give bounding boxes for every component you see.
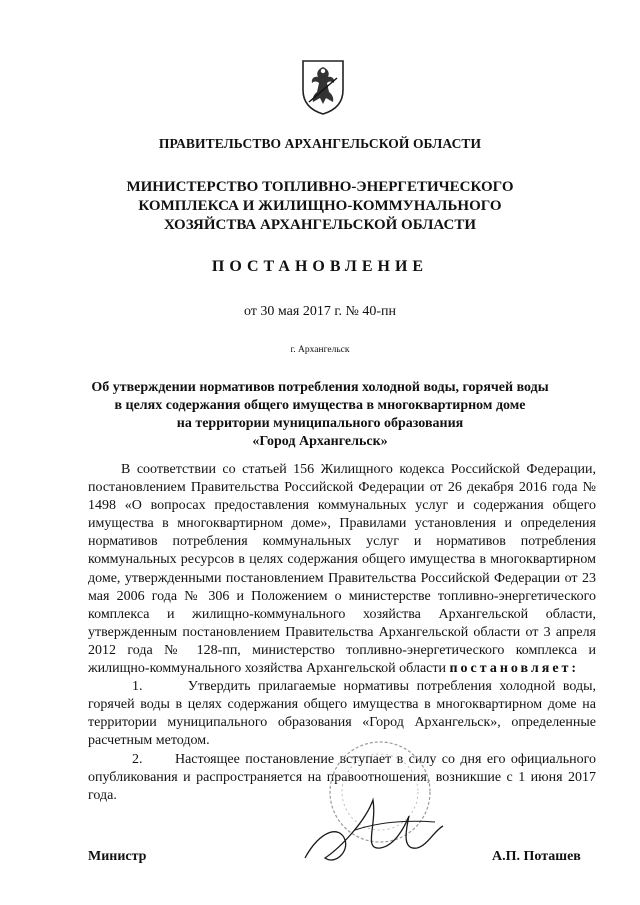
- signatory-position: Министр: [88, 849, 147, 864]
- title-line: на территории муниципального образования: [176, 416, 464, 431]
- ministry-line: ХОЗЯЙСТВА АРХАНГЕЛЬСКОЙ ОБЛАСТИ: [163, 217, 477, 233]
- preamble-paragraph: [88, 461, 596, 678]
- item-number: 1.: [132, 679, 143, 695]
- coat-of-arms-icon: [300, 58, 346, 116]
- resolves-word: постановляет:: [449, 661, 580, 677]
- ministry-line: МИНИСТЕРСТВО ТОПЛИВНО-ЭНЕРГЕТИЧЕСКОГО: [126, 179, 514, 195]
- item-text: Утвердить прилагаемые нормативы потребления холодной воды, горячей воды в целях содержания общего имущества в многоквартирном доме на территории муниципального образования «Город Архангельск», определенные расчетным методом.: [88, 679, 597, 749]
- preamble-text: В соответствии со статьей 156 Жилищного кодекса Российской Федерации, постановлением Правительства Российской Федерации от 26 декабря 2016 года № 1498 «О вопросах предоставления коммунальных услуг и содержания общего имущества в многоквартирном доме», Правилами установления и определения нормативов потребления коммунальных услуг и нормативов потребления коммунальных ресурсов в целях содержания общего имущества в многоквартирном доме, утвержденными постановлением Правительства Российской Федерации от 23 мая 2006 года № 306 и Положением о министерстве топливно-энергетического комплекса и жилищно-коммунального хозяйства Архангельской области, утвержденным постановлением Правительства Архангельской области от 3 апреля 2012 года № 128-пп, министерство топливно-энергетического комплекса и жилищно-коммунального хозяйства Архангельской области: [88, 462, 596, 677]
- document-date-number: от 30 мая 2017 г. № 40-пн: [243, 304, 397, 319]
- ministry-line: КОМПЛЕКСА И ЖИЛИЩНО-КОММУНАЛЬНОГО: [138, 198, 502, 214]
- item-number: 2.: [132, 751, 143, 767]
- title-line: в целях содержания общего имущества в многоквартирном доме: [114, 398, 526, 413]
- title-line: Об утверждении нормативов потребления холодной воды, горячей воды: [91, 380, 549, 395]
- document-title: [0, 379, 640, 451]
- item-text: Настоящее постановление вступает в силу со дня его официального опубликования и распространяется на правоотношения, возникшие с 1 июня 2017 года.: [88, 751, 597, 803]
- ministry-name: [0, 178, 640, 235]
- title-line: «Город Архангельск»: [252, 434, 388, 449]
- document-city: г. Архангельск: [290, 345, 350, 355]
- government-name: ПРАВИТЕЛЬСТВО АРХАНГЕЛЬСКОЙ ОБЛАСТИ: [158, 136, 482, 151]
- signatory-name: А.П. Поташев: [492, 849, 581, 864]
- official-seal-stamp: [285, 730, 455, 880]
- document-type: ПОСТАНОВЛЕНИЕ: [211, 258, 429, 275]
